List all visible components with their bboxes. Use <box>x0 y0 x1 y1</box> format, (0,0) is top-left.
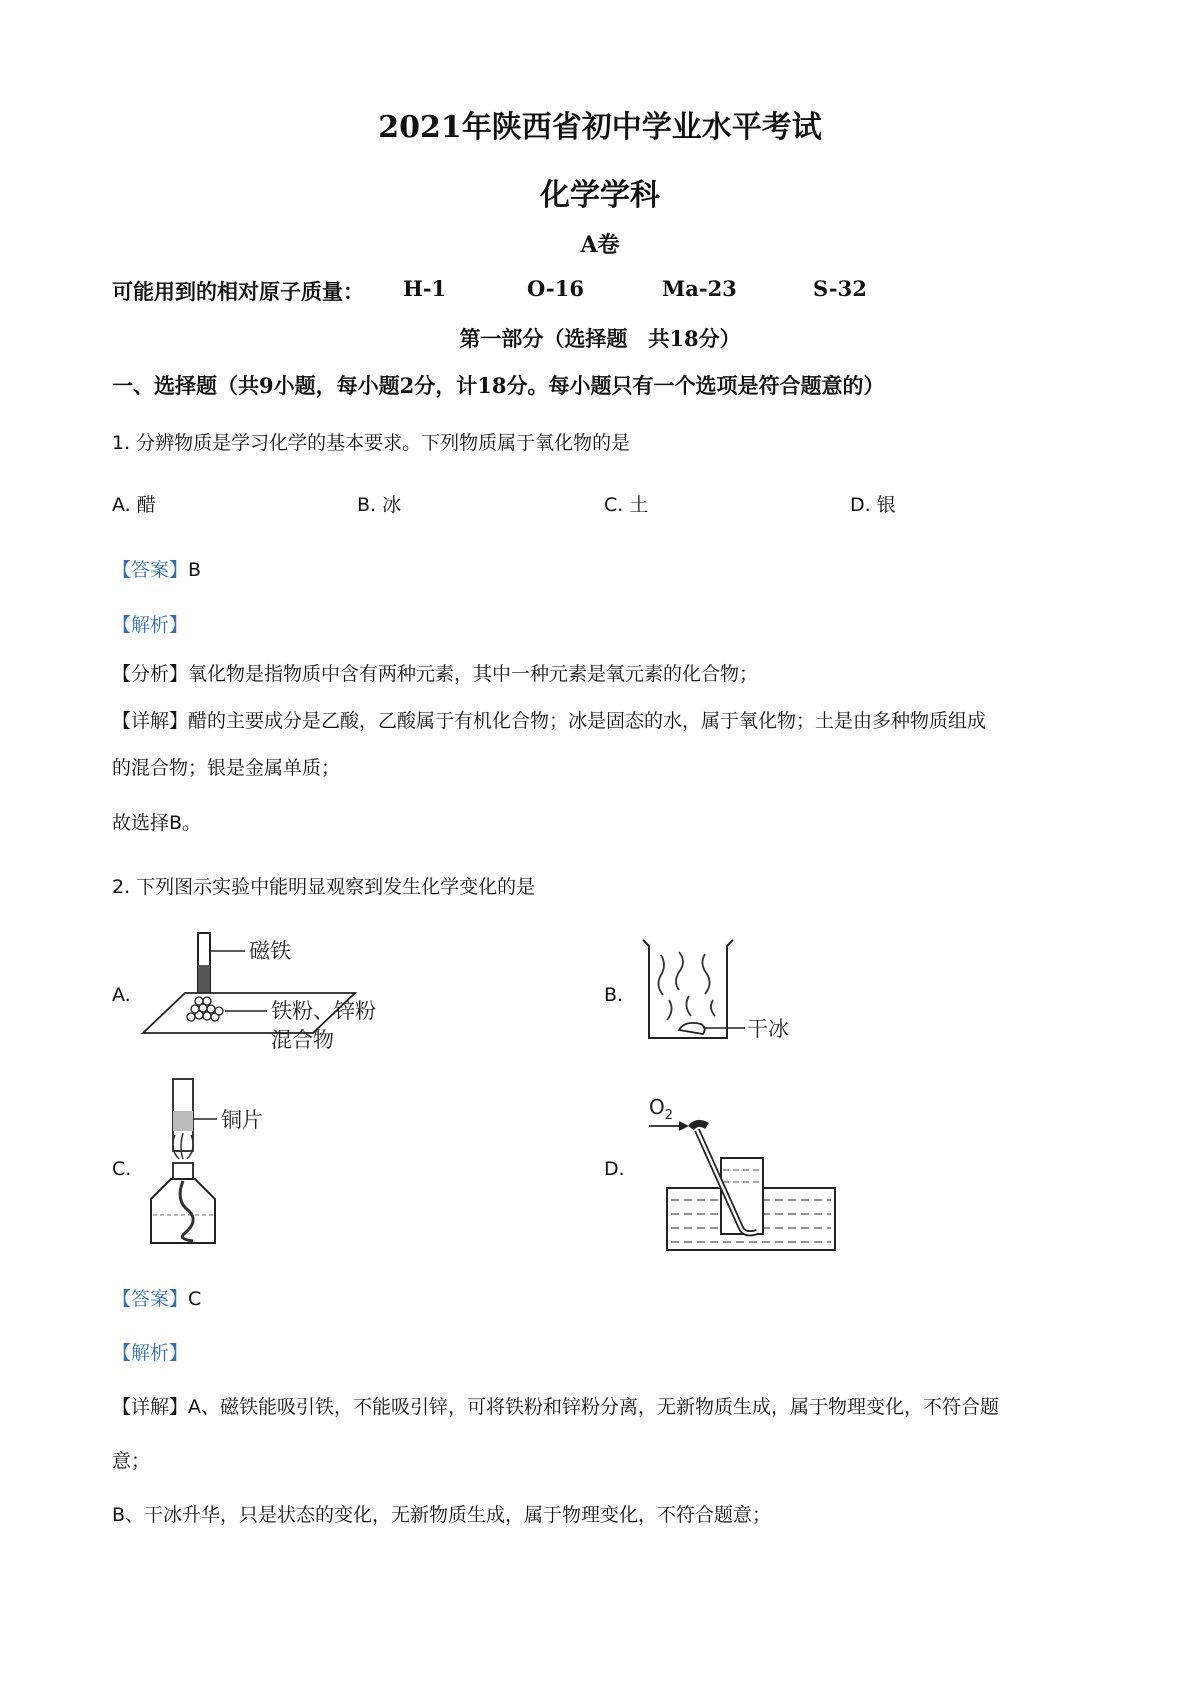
exam-title: 2021年陕西省初中学业水平考试 <box>378 110 822 145</box>
figure-b-dry-ice <box>635 930 815 1050</box>
answer-value: C <box>188 1288 202 1310</box>
q1-option-b: B. 冰 <box>357 494 402 516</box>
label-o2: $O_2$ <box>649 1095 674 1123</box>
detail-text: 醋的主要成分是乙酸，乙酸属于有机化合物；冰是固态的水，属于氧化物；土是由多种物质组成 <box>188 710 987 732</box>
figure-d-oxygen-water <box>645 1088 875 1258</box>
detail-text: A、磁铁能吸引铁，不能吸引锌，可将铁粉和锌粉分离，无新物质生成，属于物理变化，不符合题 <box>188 1396 1000 1418</box>
label-mixture: 混合物 <box>271 1028 334 1052</box>
q1-detail-line1 <box>112 706 986 733</box>
label-copper: 铜片 <box>221 1108 263 1132</box>
q1-analysis-tag: 【解析】 <box>112 614 189 636</box>
subject-title: 化学学科 <box>540 178 660 213</box>
q1-option-c: C. 土 <box>604 494 649 516</box>
atomic-mass-h: H-1 <box>403 276 447 301</box>
q2-option-d: D. <box>604 1158 625 1180</box>
q2-analysis-tag: 【解析】 <box>112 1342 189 1364</box>
volume-title: A卷 <box>580 232 620 258</box>
q1-answer <box>112 555 201 582</box>
atomic-mass-o: O-16 <box>527 276 585 301</box>
detail-tag: 【详解】 <box>112 1396 189 1418</box>
q2-detail-a-line1 <box>112 1392 999 1419</box>
q2-option-b: B. <box>604 984 624 1006</box>
answer-tag: 【答案】 <box>112 1288 189 1310</box>
q2-option-c: C. <box>112 1158 132 1180</box>
q1-fenxi <box>112 659 758 686</box>
label-powders: 铁粉、锌粉 <box>271 999 376 1023</box>
answer-value: B <box>188 559 202 581</box>
q1-option-a: A. 醋 <box>112 494 156 516</box>
q2-option-a: A. <box>112 984 131 1006</box>
label-dry-ice: 干冰 <box>747 1017 789 1041</box>
q2-detail-a-line2: 意； <box>112 1450 151 1472</box>
section-title: 一、选择题（共9小题，每小题2分，计18分。每小题只有一个选项是符合题意的） <box>112 373 885 398</box>
detail-tag: 【详解】 <box>112 710 189 732</box>
q2-answer <box>112 1284 201 1311</box>
q1-detail-line2: 的混合物；银是金属单质； <box>112 757 341 779</box>
q2-detail-b: B、干冰升华，只是状态的变化，无新物质生成，属于物理变化，不符合题意； <box>112 1504 772 1526</box>
q1-stem: 1. 分辨物质是学习化学的基本要求。下列物质属于氧化物的是 <box>112 432 631 454</box>
label-magnet: 磁铁 <box>249 939 291 963</box>
atomic-mass-ma: Ma-23 <box>662 276 737 301</box>
atomic-mass-label: 可能用到的相对原子质量： <box>112 279 364 304</box>
q1-conclusion: 故选择B。 <box>112 812 202 834</box>
figure-a-magnet <box>135 925 415 1060</box>
fenxi-tag: 【分析】 <box>112 663 189 685</box>
answer-tag: 【答案】 <box>112 559 189 581</box>
q2-stem: 2. 下列图示实验中能明显观察到发生化学变化的是 <box>112 876 536 898</box>
part-title: 第一部分（选择题 共18分） <box>459 326 741 351</box>
figure-c-alcohol-lamp <box>145 1075 325 1255</box>
q1-option-d: D. 银 <box>850 494 896 516</box>
fenxi-text: 氧化物是指物质中含有两种元素，其中一种元素是氧元素的化合物； <box>188 663 759 685</box>
atomic-mass-s: S-32 <box>813 276 867 301</box>
